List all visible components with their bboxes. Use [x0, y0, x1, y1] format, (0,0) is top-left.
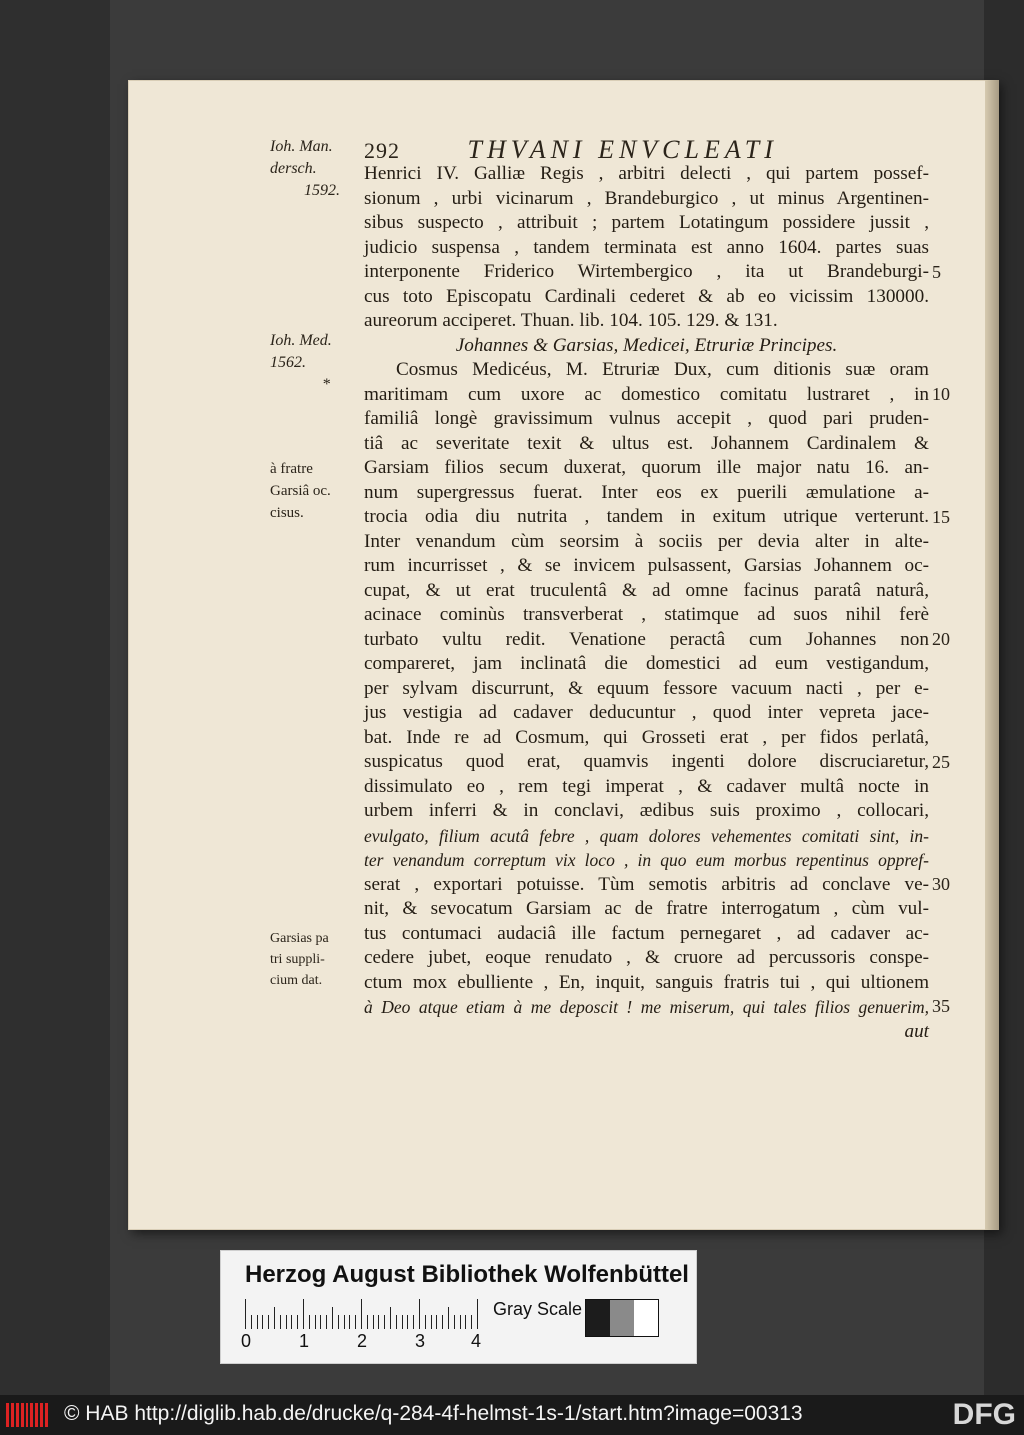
ruler-number: 2: [357, 1331, 368, 1351]
ruler-tick: [286, 1315, 287, 1329]
text-line: familiâ longè gravissimum vulnus accepit , quod pari pruden-: [364, 408, 929, 429]
ruler-tick: [454, 1315, 455, 1329]
text-line: interponente Friderico Wirtembergico , ita ut Brandeburgi-: [364, 261, 929, 282]
text-line: cupat, & ut erat truculentâ & ad omne facinus paratâ naturâ,: [364, 579, 929, 601]
text-line: Henrici IV. Galliæ Regis , arbitri delecti , qui partem possef-: [364, 163, 929, 184]
ruler-tick: [303, 1299, 304, 1329]
ruler-tick: [274, 1307, 275, 1329]
line-number: 30: [932, 874, 950, 894]
margin-note-line: 1592.: [304, 182, 340, 199]
text-line: judicio suspensa , tandem terminata est anno 1604. partes suas: [364, 236, 929, 258]
running-head: [364, 135, 924, 165]
ruler-tick: [396, 1315, 397, 1329]
ruler-tick: [471, 1315, 472, 1329]
line-number: 20: [932, 629, 950, 649]
copyright-url[interactable]: © HAB http://diglib.hab.de/drucke/q-284-4f-helmst-1s-1/start.htm?image=00313: [64, 1402, 803, 1425]
page-number: 292: [364, 138, 400, 163]
ruler-tick: [425, 1315, 426, 1329]
margin-note-3: [270, 458, 331, 524]
text-line: cedere jubet, eoque renudato , & cruore ad percussoris conspe-: [364, 947, 929, 968]
text-line: urbem inferri & in conclavi, ædibus suis proximo , collocari,: [364, 800, 929, 821]
line-number: 35: [932, 996, 950, 1016]
ruler-tick: [338, 1315, 339, 1329]
running-title: THVANI ENVCLEATI: [467, 135, 778, 164]
ruler-tick: [297, 1315, 298, 1329]
margin-note-4: [270, 928, 329, 991]
text-line: evulgato, filium acutâ febre , quam dolores vehementes comitati sint, in-: [364, 825, 929, 846]
ruler-tick: [460, 1315, 461, 1329]
library-label-card: [220, 1250, 697, 1364]
ruler-tick: [442, 1315, 443, 1329]
ruler-number: 4: [471, 1331, 482, 1351]
ruler-tick: [349, 1315, 350, 1329]
ruler-tick: [402, 1315, 403, 1329]
line-number: 15: [932, 507, 950, 527]
scanner-background-left: [0, 0, 110, 1395]
text-line: rum incurrisset , & se invicem pulsassent, Garsias Johannem oc-: [364, 555, 929, 576]
section-heading: Johannes & Garsias, Medicei, Etruriæ Principes.: [455, 334, 838, 356]
ruler-tick: [413, 1315, 414, 1329]
text-line: jus vestigia ad cadaver deducuntur , quod inter vepreta jace-: [364, 702, 929, 723]
margin-note-line: dersch.: [270, 160, 317, 177]
ruler-tick: [262, 1315, 263, 1329]
text-line: dissimulato eo , rem tegi imperat , & cadaver multâ nocte in: [364, 775, 929, 797]
text-line: Inter venandum cùm seorsim à sociis per devia alter in alte-: [364, 530, 929, 552]
gray-swatch-light: [634, 1300, 658, 1336]
text-line: sionum , urbi vicinarum , Brandeburgico , ut minus Argentinen-: [364, 187, 929, 209]
catchword: aut: [904, 1020, 929, 1042]
ruler-tick: [436, 1315, 437, 1329]
text-line: serat , exportari potuisse. Tùm semotis arbitris ad conclave ve-: [364, 873, 929, 895]
ruler-tick: [384, 1315, 385, 1329]
gray-scale-label: Gray Scale: [493, 1299, 583, 1319]
margin-note-2: [270, 330, 332, 396]
ruler-tick: [419, 1299, 420, 1329]
ruler-tick: [465, 1315, 466, 1329]
text-line: Cosmus Medicéus, M. Etruriæ Dux, cum ditionis suæ oram: [396, 359, 929, 380]
text-line: acinace cominùs transverberat , statimque ad suos nihil ferè: [364, 604, 929, 625]
ruler-number: 1: [299, 1331, 310, 1351]
ruler-tick: [407, 1315, 408, 1329]
ruler-tick: [309, 1315, 310, 1329]
text-line: bat. Inde re ad Cosmum, qui Grosseti erat , per fidos perlatâ,: [364, 726, 929, 748]
hab-logo-icon: [6, 1403, 48, 1427]
margin-note-line: Garsias pa: [270, 931, 329, 946]
text-line: aureorum acciperet. Thuan. lib. 104. 105. 129. & 131.: [364, 310, 778, 331]
ruler-number: 0: [241, 1331, 252, 1351]
margin-note-line: *: [322, 376, 330, 393]
line-number: 10: [932, 384, 950, 404]
library-name: Herzog August Bibliothek Wolfenbüttel: [245, 1261, 689, 1288]
ruler-tick: [280, 1315, 281, 1329]
ruler-tick: [320, 1315, 321, 1329]
ruler-tick: [355, 1315, 356, 1329]
text-line: per sylvam discurrunt, & equum fessore vacuum nacti , per e-: [364, 677, 929, 699]
margin-note-1: [270, 136, 340, 202]
text-line: compareret, jam inclinatâ die domestici ad eum vestigandum,: [364, 653, 929, 674]
text-line: à Deo atque etiam à me deposcit ! me miserum, qui tales filios genuerim,: [364, 997, 929, 1017]
margin-note-line: Ioh. Man.: [270, 138, 333, 155]
line-number: 25: [932, 752, 950, 772]
text-line: cus toto Episcopatu Cardinali cederet & ab eo vicissim 130000.: [364, 285, 929, 307]
gray-swatch-dark: [586, 1300, 610, 1336]
ruler-tick: [291, 1315, 292, 1329]
text-line: maritimam cum uxore ac domestico comitatu lustraret , in: [364, 383, 929, 405]
ruler-tick: [251, 1315, 252, 1329]
ruler-tick: [344, 1315, 345, 1329]
gray-swatch-mid: [610, 1300, 634, 1336]
ruler-tick: [332, 1307, 333, 1329]
margin-note-line: Ioh. Med.: [270, 332, 332, 349]
ruler-tick: [431, 1315, 432, 1329]
margin-note-line: Garsiâ oc.: [270, 483, 331, 499]
margin-note-line: tri suppli-: [270, 952, 325, 967]
gray-scale-swatches: [585, 1299, 659, 1337]
text-line: ter venandum correptum vix loco , in quo eum morbus repentinus oppref-: [364, 850, 929, 870]
ruler-tick: [373, 1315, 374, 1329]
text-line: trocia odia diu nutrita , tandem in exitum utrique verterunt.: [364, 506, 929, 527]
margin-note-line: cium dat.: [270, 973, 323, 988]
text-line: tus contumaci audaciâ ille factum pernegaret , ad cadaver ac-: [364, 922, 929, 944]
margin-note-line: à fratre: [270, 461, 313, 477]
text-line: turbato vultu redit. Venatione peractâ cum Johannes non: [364, 628, 929, 650]
ruler-tick: [245, 1299, 246, 1329]
text-line: ctum mox ebulliente , En, inquit, sanguis fratris tui , qui ultionem: [364, 971, 929, 993]
measurement-ruler: [245, 1299, 485, 1329]
ruler-tick: [477, 1299, 478, 1329]
text-line: num supergressus fuerat. Inter eos ex puerili æmulatione a-: [364, 481, 929, 503]
ruler-tick: [326, 1315, 327, 1329]
ruler-tick: [315, 1315, 316, 1329]
text-line: nit, & sevocatum Garsiam ac de fratre interrogatum , cùm vul-: [364, 898, 929, 919]
footer-bar: [0, 1395, 1024, 1435]
margin-note-line: cisus.: [270, 505, 304, 521]
ruler-tick: [448, 1307, 449, 1329]
text-line: sibus suspecto , attribuit ; partem Lotatingum possidere jussit ,: [364, 212, 929, 233]
margin-note-line: 1562.: [270, 354, 306, 371]
body-text: [364, 162, 929, 1044]
dfg-logo: DFG: [952, 1398, 1016, 1431]
ruler-number: 3: [415, 1331, 426, 1351]
page-edge-shadow: [985, 80, 999, 1230]
text-line: tiâ ac severitate texit & ultus est. Johannem Cardinalem &: [364, 432, 929, 454]
ruler-tick: [378, 1315, 379, 1329]
line-number: 5: [932, 262, 941, 282]
ruler-tick: [367, 1315, 368, 1329]
ruler-tick: [361, 1299, 362, 1329]
ruler-tick: [390, 1307, 391, 1329]
text-line: suspicatus quod erat, quamvis ingenti dolore discruciaretur,: [364, 751, 929, 772]
ruler-tick: [268, 1315, 269, 1329]
ruler-tick: [257, 1315, 258, 1329]
text-line: Garsiam filios secum duxerat, quorum ille major natu 16. an-: [364, 457, 929, 478]
